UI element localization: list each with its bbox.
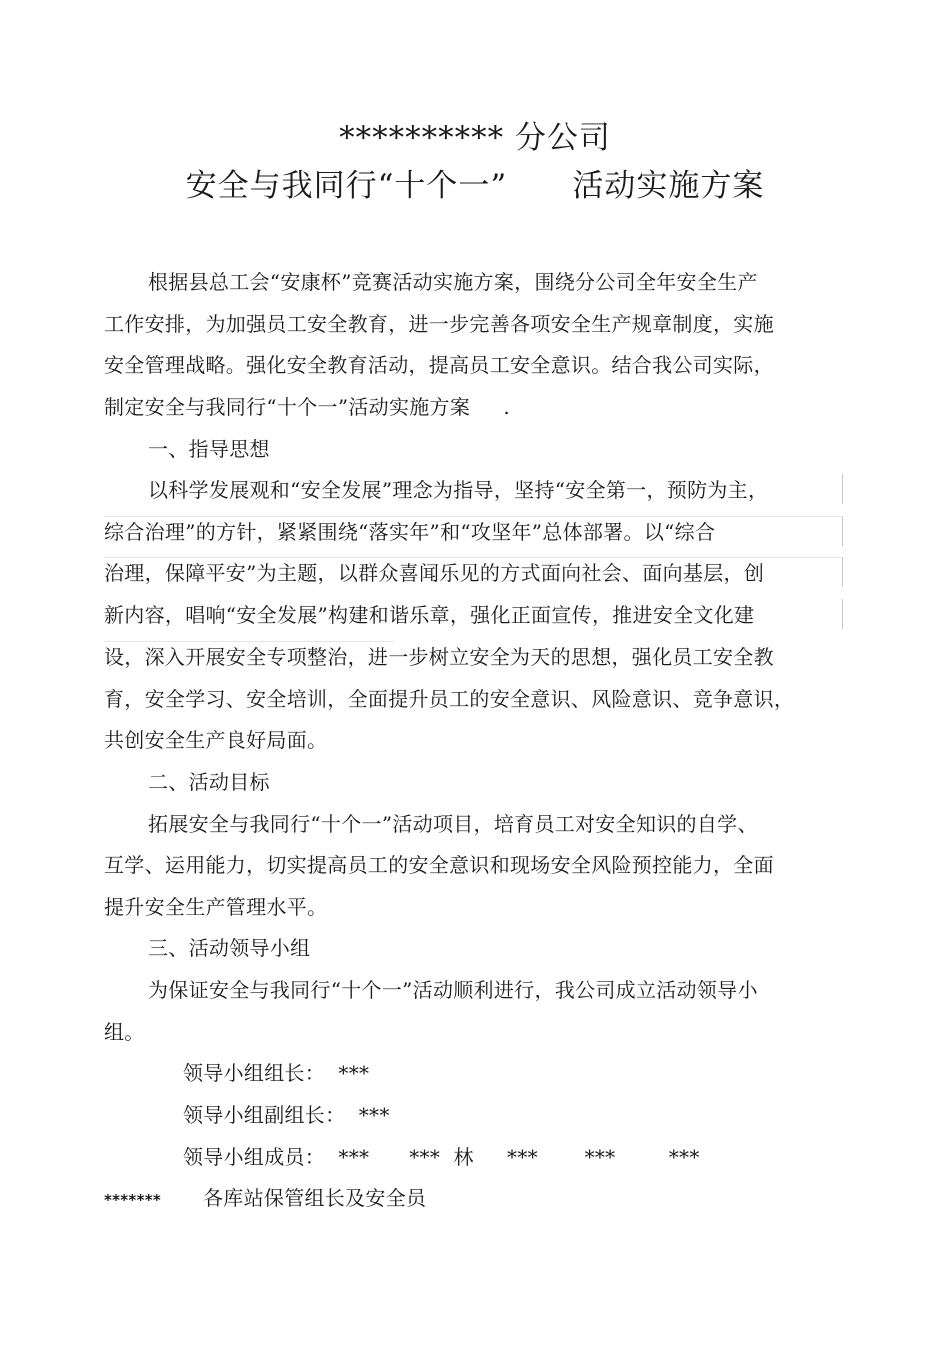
- paragraph-line: 育，安全学习、安全培训，全面提升员工的安全意识、风险意识、竞争意识，: [104, 687, 795, 711]
- scan-mark: [842, 557, 843, 587]
- scan-line: [104, 641, 394, 642]
- paragraph-line: 新内容，唱响“安全发展”构建和谐乐章，强化正面宣传，推进安全文化建: [104, 603, 755, 627]
- footer-stars: *******: [104, 1191, 162, 1209]
- deputy-leader-line: 领导小组副组长： ***: [183, 1103, 390, 1127]
- section-heading-guiding: 一、指导思想: [148, 437, 270, 461]
- scan-line: [104, 557, 844, 558]
- scan-mark: [842, 474, 843, 504]
- paragraph-line: 设，深入开展安全专项整治，进一步树立安全为天的思想，强化员工安全教: [104, 645, 774, 669]
- leader-line: 领导小组组长： ***: [183, 1061, 370, 1085]
- intro-line: 安全管理战略。强化安全教育活动，提高员工安全意识。结合我公司实际，: [104, 353, 774, 377]
- paragraph-line: 综合治理”的方针，紧紧围绕“落实年”和“攻坚年”总体部署。以“综合: [104, 520, 716, 544]
- company-title: ********** 分公司: [339, 120, 611, 156]
- intro-line: 工作安排，为加强员工安全教育，进一步完善各项安全生产规章制度，实施: [104, 312, 774, 336]
- paragraph-line: 共创安全生产良好局面。: [104, 728, 328, 752]
- intro-line: 根据县总工会“安康杯”竞赛活动实施方案，围绕分公司全年安全生产: [148, 270, 758, 294]
- scan-mark: [842, 516, 843, 546]
- intro-line: 制定安全与我同行“十个一”活动实施方案 .: [104, 395, 511, 419]
- paragraph-line: 治理，保障平安”为主题，以群众喜闻乐见的方式面向社会、面向基层，创: [104, 561, 765, 585]
- section-heading-goals: 二、活动目标: [148, 770, 270, 794]
- footer-members-text: 各库站保管组长及安全员: [203, 1186, 427, 1210]
- paragraph-line: 提升安全生产管理水平。: [104, 895, 328, 919]
- paragraph-line: 组。: [104, 1020, 145, 1044]
- paragraph-line: 为保证安全与我同行“十个一”活动顺利进行，我公司成立活动领导小: [148, 978, 758, 1002]
- members-line: 领导小组成员： *** *** 林 *** *** ***: [183, 1145, 700, 1169]
- paragraph-line: 互学、运用能力，切实提高员工的安全意识和现场安全风险预控能力，全面: [104, 853, 774, 877]
- plan-title: 安全与我同行“十个一” 活动实施方案: [185, 168, 765, 204]
- scan-line: [104, 516, 844, 517]
- section-heading-leadership: 三、活动领导小组: [148, 936, 311, 960]
- scan-mark: [842, 599, 843, 629]
- paragraph-line: 拓展安全与我同行“十个一”活动项目，培育员工对安全知识的自学、: [148, 812, 758, 836]
- paragraph-line: 以科学发展观和“安全发展”理念为指导，坚持“安全第一，预防为主，: [148, 478, 769, 502]
